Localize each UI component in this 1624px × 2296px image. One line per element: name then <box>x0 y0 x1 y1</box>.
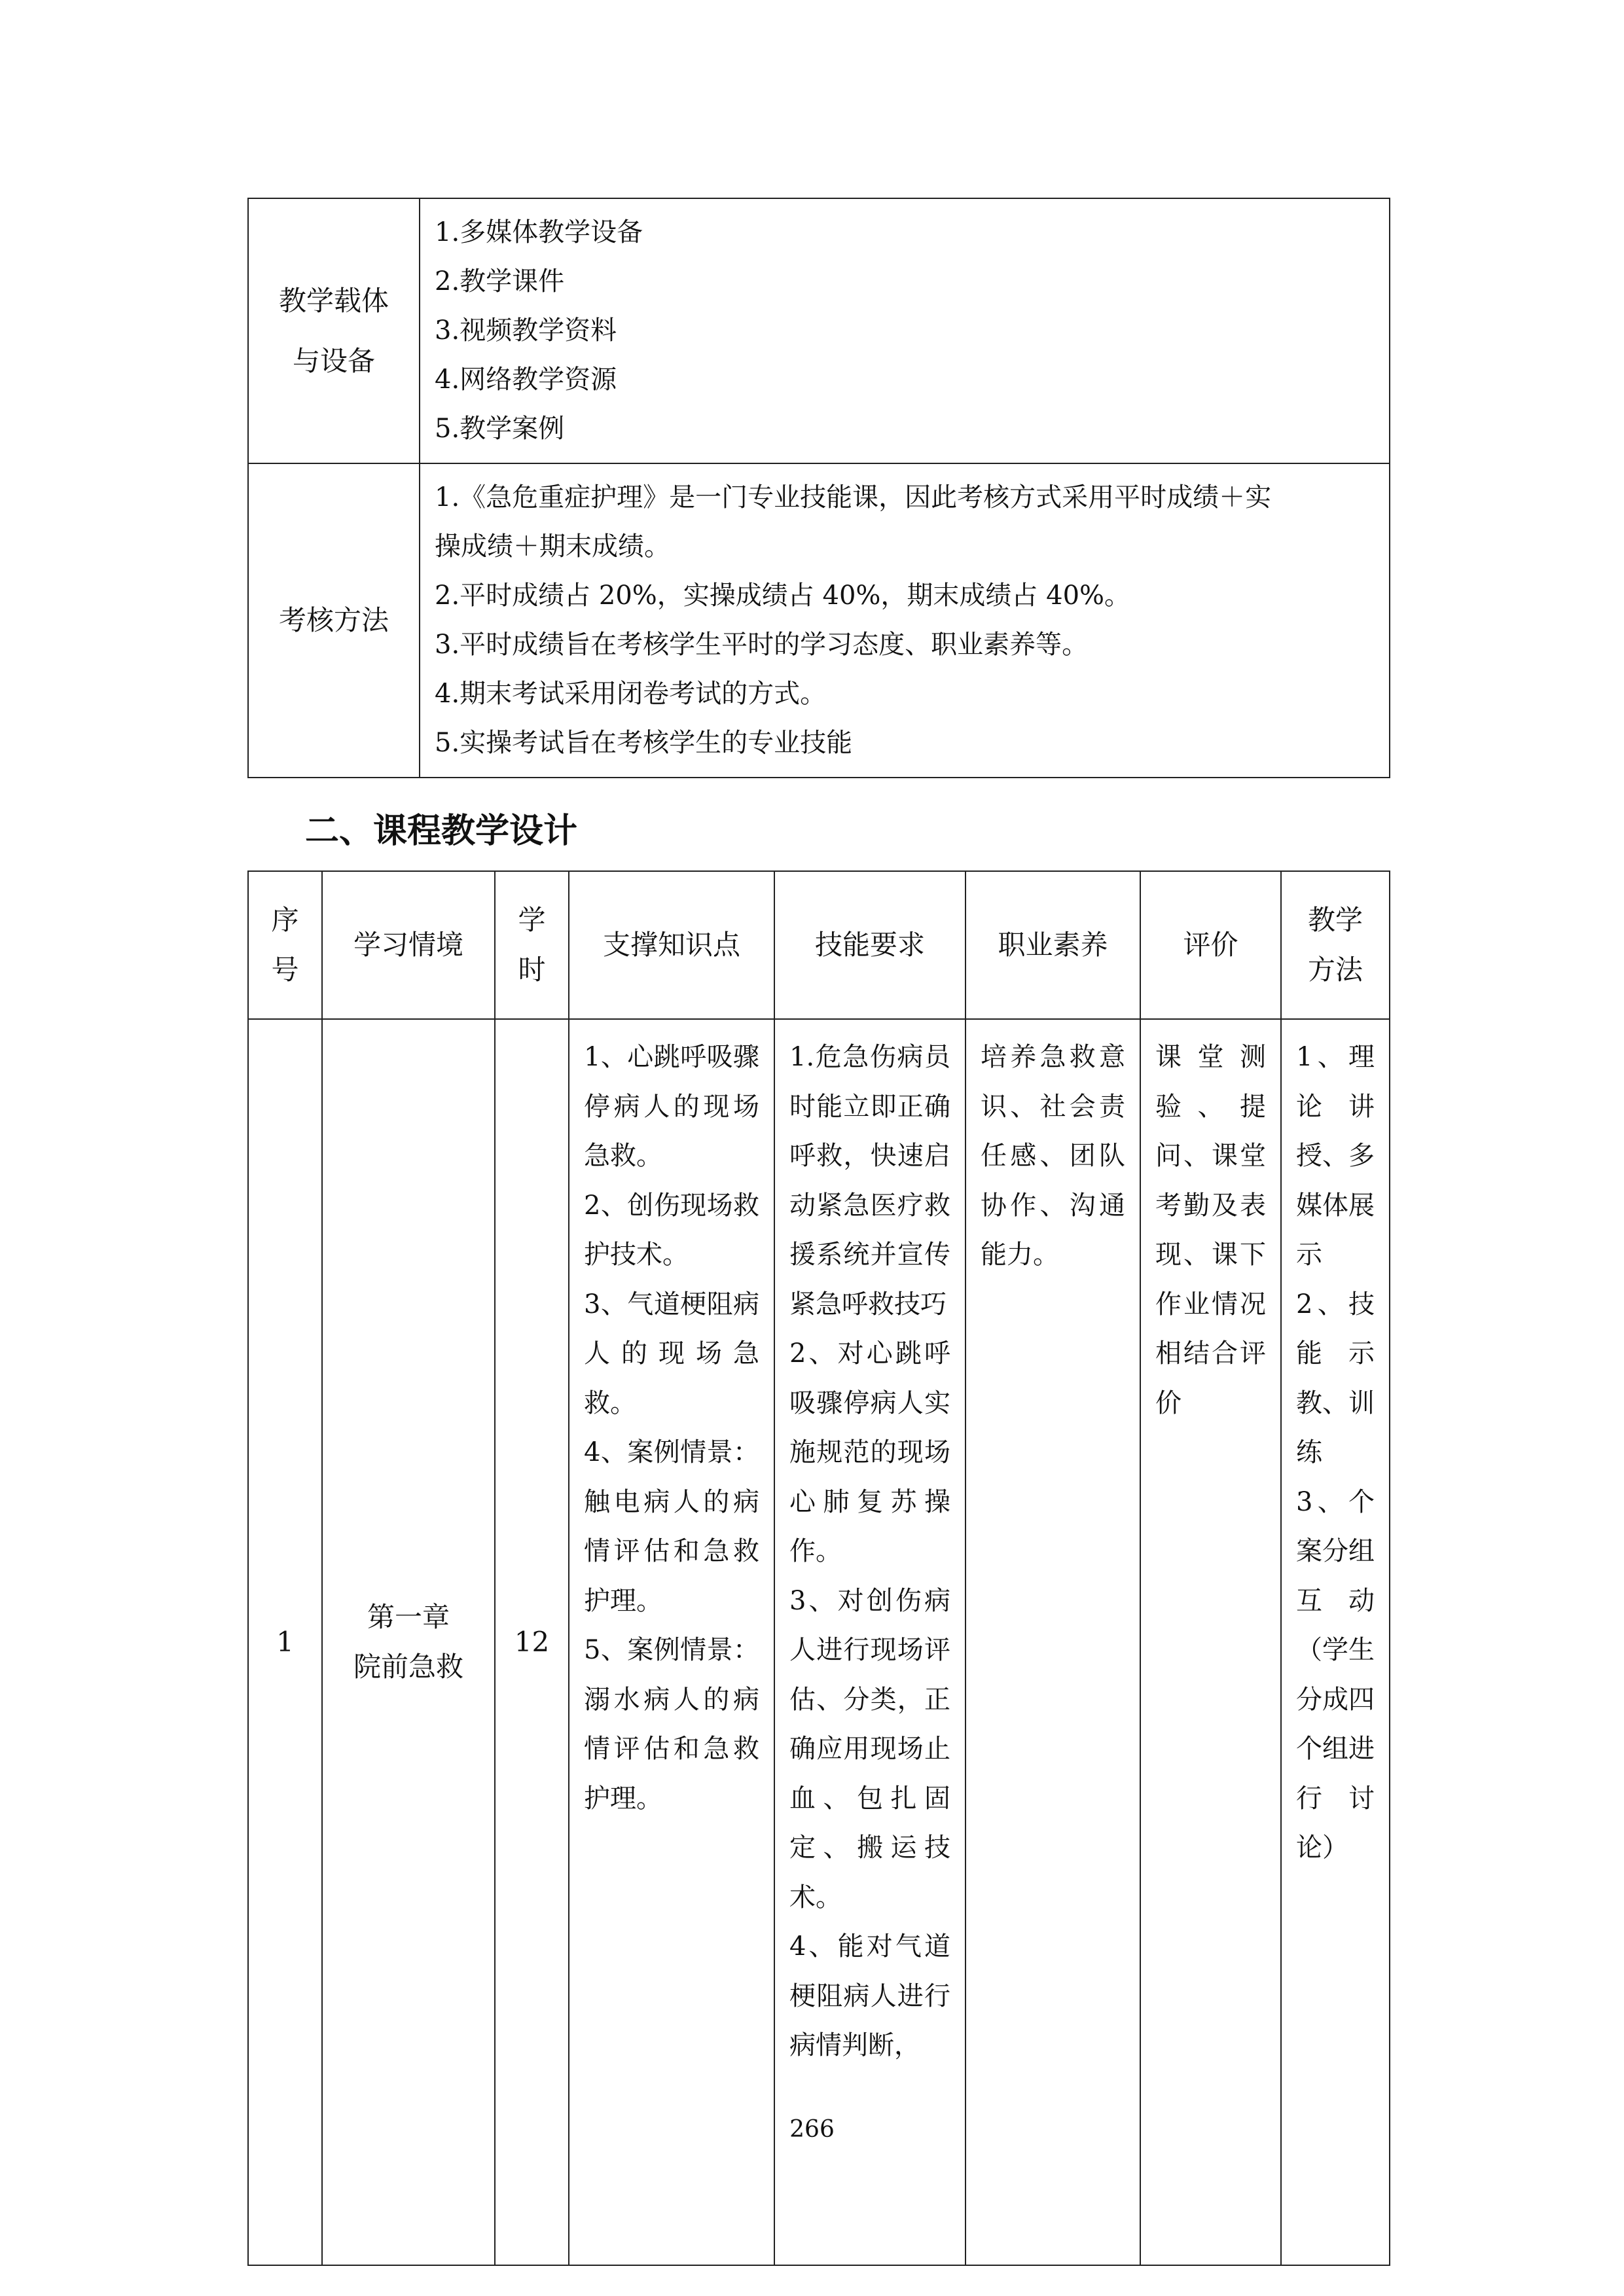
header-line: 学 <box>518 904 546 936</box>
knowledge-item: 3、气道梗阻病人的现场急救。 <box>584 1289 759 1418</box>
label-line: 考核方法 <box>278 604 389 636</box>
header-seq <box>248 871 322 1019</box>
label-line: 教学载体 <box>278 284 389 317</box>
situation-cell <box>322 1019 495 2265</box>
header-hours <box>495 871 569 1019</box>
skill-item: 4、能对气道梗阻病人进行病情判断， <box>789 1931 950 2060</box>
skill-item: 1.危急伤病员时能立即正确呼救，快速启动紧急医疗救援系统并宣传紧急呼救技巧 <box>789 1042 950 1319</box>
list-item: 3.视频教学资料 <box>435 315 617 346</box>
list-item: 4.网络教学资源 <box>435 365 617 395</box>
knowledge-item: 1、心跳呼吸骤停病人的现场急救。 <box>584 1042 759 1171</box>
seq-cell: 1 <box>248 1019 322 2265</box>
header-skills: 技能要求 <box>774 871 965 1019</box>
method-cell <box>1281 1019 1390 2265</box>
list-item: 操成绩＋期末成绩。 <box>435 531 670 562</box>
list-item: 3.平时成绩旨在考核学生平时的学习态度、职业素养等。 <box>435 630 1089 660</box>
method-item: 2、技能示教、训练 <box>1296 1289 1375 1467</box>
skill-item: 2、对心跳呼吸骤停病人实施规范的现场心肺复苏操作。 <box>789 1338 950 1566</box>
header-line: 号 <box>271 954 299 986</box>
knowledge-item: 5、案例情景：溺水病人的病情评估和急救护理。 <box>584 1635 759 1814</box>
course-design-table <box>247 870 1390 2266</box>
list-item: 2.教学课件 <box>435 266 565 296</box>
list-item: 5.实操考试旨在考核学生的专业技能 <box>435 728 853 758</box>
label-line: 与设备 <box>292 344 375 377</box>
situation-line: 第一章 <box>367 1601 450 1633</box>
header-line: 时 <box>518 954 546 986</box>
skill-item: 3、对创伤病人进行现场评估、分类，正确应用现场止血、包扎固定、搬运技术。 <box>789 1585 950 1912</box>
hours-cell: 12 <box>495 1019 569 2265</box>
situation-line: 院前急救 <box>353 1651 463 1683</box>
header-line: 序 <box>271 904 299 936</box>
list-item: 2.平时成绩占 20%，实操成绩占 40%，期末成绩占 40%。 <box>435 581 1131 611</box>
header-method <box>1281 871 1390 1019</box>
list-item: 4.期末考试采用闭卷考试的方式。 <box>435 679 827 709</box>
knowledge-cell <box>569 1019 774 2265</box>
page-number: 266 <box>789 2116 835 2143</box>
table-row-equipment <box>248 198 1390 463</box>
evaluation-cell: 课堂测验、提问、课堂考勤及表现、课下作业情况相结合评价 <box>1140 1019 1281 2265</box>
header-evaluation: 评价 <box>1140 871 1281 1019</box>
literacy-cell: 培养急救意识、社会责任感、团队协作、沟通能力。 <box>965 1019 1140 2265</box>
knowledge-item: 4、案例情景：触电病人的病情评估和急救护理。 <box>584 1437 759 1616</box>
header-literacy: 职业素养 <box>965 871 1140 1019</box>
course-info-table <box>247 198 1390 778</box>
method-item: 3、个案分组互动（学生分成四个组进行讨论） <box>1296 1486 1375 1863</box>
header-line: 方法 <box>1307 954 1363 986</box>
list-item: 5.教学案例 <box>435 414 565 444</box>
equipment-list <box>420 198 1390 463</box>
list-item: 1.《急危重症护理》是一门专业技能课，因此考核方式采用平时成绩＋实 <box>435 482 1272 512</box>
assessment-list <box>420 463 1390 778</box>
label-cell-assessment <box>248 463 420 778</box>
header-situation: 学习情境 <box>322 871 495 1019</box>
label-cell-equipment <box>248 198 420 463</box>
method-item: 1、理论讲授、多媒体展示 <box>1296 1042 1375 1270</box>
knowledge-item: 2、创伤现场救护技术。 <box>584 1190 759 1270</box>
section-heading: 二、课程教学设计 <box>305 811 578 851</box>
table-row <box>248 1019 1390 2265</box>
skills-cell <box>774 1019 965 2265</box>
header-line: 教学 <box>1307 904 1363 936</box>
table-row-assessment <box>248 463 1390 778</box>
header-knowledge: 支撑知识点 <box>569 871 774 1019</box>
list-item: 1.多媒体教学设备 <box>435 217 643 247</box>
table-header-row <box>248 871 1390 1019</box>
